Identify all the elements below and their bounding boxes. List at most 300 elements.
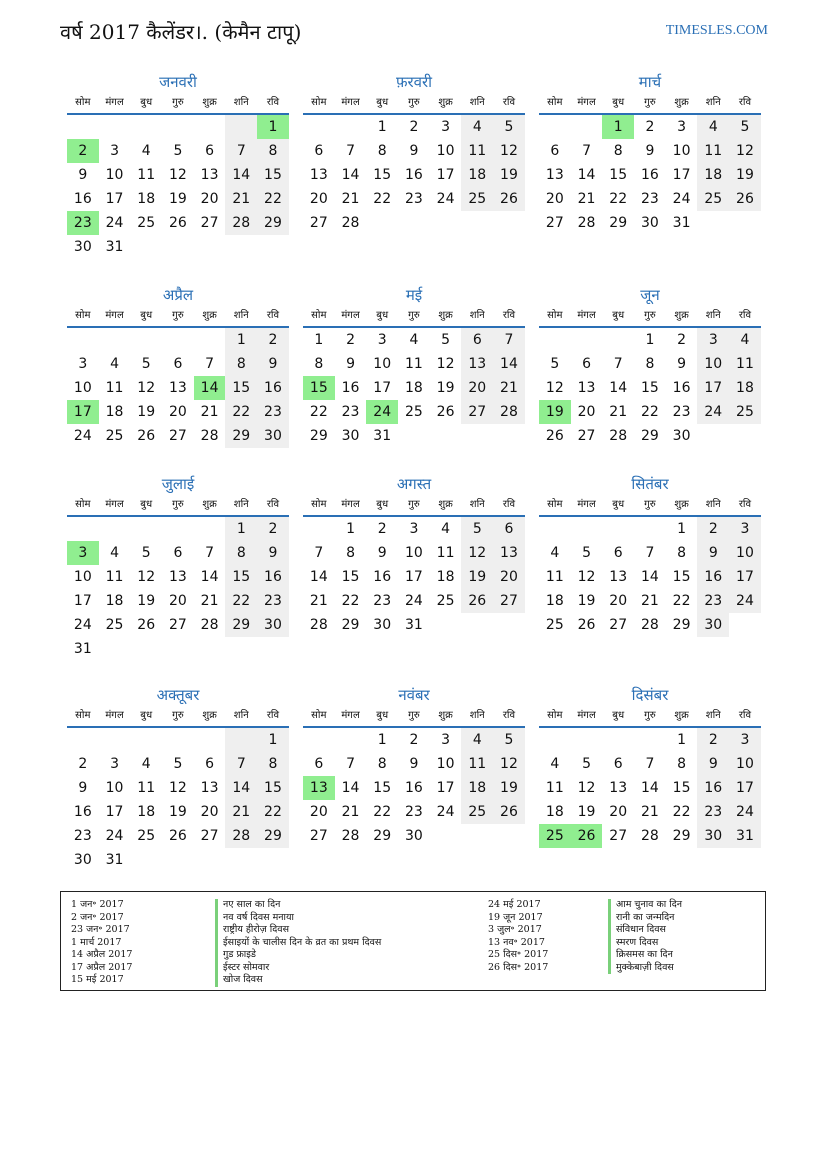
- day-cell[interactable]: 9: [697, 752, 729, 776]
- day-cell[interactable]: 1: [677, 521, 687, 537]
- day-cell[interactable]: 17: [729, 565, 761, 589]
- day-cell[interactable]: 26: [577, 617, 596, 633]
- day-cell[interactable]: 3: [78, 356, 88, 372]
- day-cell[interactable]: 29: [609, 215, 628, 231]
- day-cell[interactable]: 1: [377, 119, 387, 135]
- day-cell[interactable]: 21: [341, 191, 360, 207]
- day-cell[interactable]: 4: [110, 545, 119, 561]
- day-cell[interactable]: 10: [373, 356, 392, 372]
- day-cell[interactable]: 29: [257, 824, 289, 848]
- day-cell[interactable]: 2: [257, 328, 289, 352]
- day-cell[interactable]: 14: [200, 569, 219, 585]
- day-cell[interactable]: 15: [257, 776, 289, 800]
- day-cell[interactable]: 9: [645, 143, 655, 159]
- day-cell[interactable]: 2: [78, 756, 88, 772]
- day-cell[interactable]: 14: [194, 376, 226, 400]
- day-cell[interactable]: 19: [461, 565, 493, 589]
- day-cell[interactable]: 25: [729, 400, 761, 424]
- day-cell[interactable]: 11: [105, 380, 124, 396]
- day-cell[interactable]: 20: [609, 593, 628, 609]
- day-cell[interactable]: 22: [257, 800, 289, 824]
- day-cell[interactable]: 7: [346, 143, 355, 159]
- day-cell[interactable]: 12: [461, 541, 493, 565]
- day-cell[interactable]: 18: [137, 804, 156, 820]
- day-cell[interactable]: 31: [73, 641, 92, 657]
- day-cell[interactable]: 23: [67, 211, 99, 235]
- day-cell[interactable]: 13: [309, 167, 328, 183]
- day-cell[interactable]: 24: [105, 828, 124, 844]
- day-cell[interactable]: 18: [461, 163, 493, 187]
- day-cell[interactable]: 25: [137, 215, 156, 231]
- day-cell[interactable]: 28: [225, 211, 257, 235]
- day-cell[interactable]: 26: [729, 187, 761, 211]
- day-cell[interactable]: 19: [168, 191, 187, 207]
- day-cell[interactable]: 4: [441, 521, 451, 537]
- day-cell[interactable]: 2: [677, 332, 687, 348]
- day-cell[interactable]: 29: [257, 211, 289, 235]
- day-cell[interactable]: 28: [200, 428, 219, 444]
- day-cell[interactable]: 7: [582, 143, 591, 159]
- day-cell[interactable]: 6: [314, 143, 324, 159]
- day-cell[interactable]: 1: [314, 332, 324, 348]
- day-cell[interactable]: 11: [404, 356, 423, 372]
- day-cell[interactable]: 17: [67, 400, 99, 424]
- day-cell[interactable]: 31: [105, 239, 124, 255]
- day-cell[interactable]: 12: [577, 780, 596, 796]
- day-cell[interactable]: 16: [257, 565, 289, 589]
- day-cell[interactable]: 9: [257, 352, 289, 376]
- day-cell[interactable]: 11: [545, 569, 564, 585]
- day-cell[interactable]: 1: [257, 115, 289, 139]
- day-cell[interactable]: 2: [257, 517, 289, 541]
- day-cell[interactable]: 10: [105, 167, 124, 183]
- day-cell[interactable]: 30: [341, 428, 360, 444]
- day-cell[interactable]: 30: [697, 613, 729, 637]
- day-cell[interactable]: 16: [697, 776, 729, 800]
- day-cell[interactable]: 19: [729, 163, 761, 187]
- day-cell[interactable]: 14: [640, 780, 659, 796]
- day-cell[interactable]: 6: [550, 143, 560, 159]
- day-cell[interactable]: 17: [697, 376, 729, 400]
- day-cell[interactable]: 25: [105, 617, 124, 633]
- day-cell[interactable]: 18: [105, 404, 124, 420]
- day-cell[interactable]: 29: [672, 617, 691, 633]
- day-cell[interactable]: 5: [141, 356, 151, 372]
- day-cell[interactable]: 20: [493, 565, 525, 589]
- day-cell[interactable]: 8: [314, 356, 324, 372]
- day-cell[interactable]: 25: [137, 828, 156, 844]
- day-cell[interactable]: 26: [137, 617, 156, 633]
- day-cell[interactable]: 24: [697, 400, 729, 424]
- day-cell[interactable]: 8: [677, 756, 687, 772]
- day-cell[interactable]: 24: [436, 191, 455, 207]
- day-cell[interactable]: 3: [729, 728, 761, 752]
- site-link[interactable]: TIMESLES.COM: [665, 23, 768, 38]
- day-cell[interactable]: 20: [609, 804, 628, 820]
- day-cell[interactable]: 8: [225, 541, 257, 565]
- day-cell[interactable]: 2: [346, 332, 355, 348]
- day-cell[interactable]: 20: [309, 804, 328, 820]
- day-cell[interactable]: 11: [436, 545, 455, 561]
- day-cell[interactable]: 14: [577, 167, 596, 183]
- day-cell[interactable]: 4: [461, 115, 493, 139]
- day-cell[interactable]: 27: [168, 617, 187, 633]
- day-cell[interactable]: 22: [225, 589, 257, 613]
- day-cell[interactable]: 25: [404, 404, 423, 420]
- day-cell[interactable]: 21: [577, 191, 596, 207]
- day-cell[interactable]: 16: [672, 380, 691, 396]
- day-cell[interactable]: 28: [577, 215, 596, 231]
- day-cell[interactable]: 2: [377, 521, 387, 537]
- day-cell[interactable]: 15: [373, 167, 392, 183]
- day-cell[interactable]: 15: [225, 376, 257, 400]
- day-cell[interactable]: 18: [137, 191, 156, 207]
- day-cell[interactable]: 28: [640, 617, 659, 633]
- day-cell[interactable]: 18: [436, 569, 455, 585]
- day-cell[interactable]: 3: [677, 119, 687, 135]
- day-cell[interactable]: 9: [677, 356, 687, 372]
- day-cell[interactable]: 15: [373, 780, 392, 796]
- day-cell[interactable]: 24: [366, 400, 398, 424]
- day-cell[interactable]: 22: [373, 804, 392, 820]
- day-cell[interactable]: 21: [609, 404, 628, 420]
- day-cell[interactable]: 9: [257, 541, 289, 565]
- day-cell[interactable]: 16: [73, 191, 92, 207]
- day-cell[interactable]: 22: [373, 191, 392, 207]
- day-cell[interactable]: 28: [225, 824, 257, 848]
- day-cell[interactable]: 30: [697, 824, 729, 848]
- day-cell[interactable]: 13: [493, 541, 525, 565]
- day-cell[interactable]: 16: [697, 565, 729, 589]
- day-cell[interactable]: 30: [404, 828, 423, 844]
- day-cell[interactable]: 20: [461, 376, 493, 400]
- day-cell[interactable]: 12: [137, 569, 156, 585]
- day-cell[interactable]: 15: [672, 569, 691, 585]
- day-cell[interactable]: 8: [257, 752, 289, 776]
- day-cell[interactable]: 8: [613, 143, 623, 159]
- day-cell[interactable]: 16: [257, 376, 289, 400]
- day-cell[interactable]: 14: [309, 569, 328, 585]
- day-cell[interactable]: 21: [225, 800, 257, 824]
- day-cell[interactable]: 4: [697, 115, 729, 139]
- day-cell[interactable]: 23: [73, 828, 92, 844]
- day-cell[interactable]: 4: [550, 545, 560, 561]
- day-cell[interactable]: 11: [461, 752, 493, 776]
- day-cell[interactable]: 22: [341, 593, 360, 609]
- day-cell[interactable]: 25: [545, 617, 564, 633]
- day-cell[interactable]: 1: [677, 732, 687, 748]
- day-cell[interactable]: 7: [205, 545, 215, 561]
- day-cell[interactable]: 27: [609, 617, 628, 633]
- day-cell[interactable]: 1: [225, 328, 257, 352]
- day-cell[interactable]: 13: [461, 352, 493, 376]
- day-cell[interactable]: 4: [110, 356, 119, 372]
- day-cell[interactable]: 7: [225, 139, 257, 163]
- day-cell[interactable]: 9: [409, 756, 419, 772]
- day-cell[interactable]: 8: [377, 756, 387, 772]
- day-cell[interactable]: 11: [545, 780, 564, 796]
- day-cell[interactable]: 12: [168, 167, 187, 183]
- day-cell[interactable]: 1: [377, 732, 387, 748]
- day-cell[interactable]: 20: [577, 404, 596, 420]
- day-cell[interactable]: 27: [200, 828, 219, 844]
- day-cell[interactable]: 5: [550, 356, 560, 372]
- day-cell[interactable]: 4: [729, 328, 761, 352]
- day-cell[interactable]: 19: [493, 776, 525, 800]
- day-cell[interactable]: 24: [73, 428, 92, 444]
- day-cell[interactable]: 23: [341, 404, 360, 420]
- day-cell[interactable]: 15: [257, 163, 289, 187]
- day-cell[interactable]: 30: [373, 617, 392, 633]
- day-cell[interactable]: 2: [645, 119, 655, 135]
- day-cell[interactable]: 24: [672, 191, 691, 207]
- day-cell[interactable]: 5: [173, 756, 183, 772]
- day-cell[interactable]: 7: [314, 545, 324, 561]
- day-cell[interactable]: 26: [545, 428, 564, 444]
- day-cell[interactable]: 8: [377, 143, 387, 159]
- day-cell[interactable]: 10: [73, 380, 92, 396]
- day-cell[interactable]: 10: [73, 569, 92, 585]
- day-cell[interactable]: 5: [461, 517, 493, 541]
- day-cell[interactable]: 17: [436, 167, 455, 183]
- day-cell[interactable]: 27: [461, 400, 493, 424]
- day-cell[interactable]: 23: [373, 593, 392, 609]
- day-cell[interactable]: 11: [105, 569, 124, 585]
- day-cell[interactable]: 6: [314, 756, 324, 772]
- day-cell[interactable]: 30: [257, 424, 289, 448]
- day-cell[interactable]: 17: [404, 569, 423, 585]
- day-cell[interactable]: 26: [461, 589, 493, 613]
- day-cell[interactable]: 18: [729, 376, 761, 400]
- day-cell[interactable]: 26: [168, 828, 187, 844]
- day-cell[interactable]: 3: [110, 143, 119, 159]
- day-cell[interactable]: 5: [493, 728, 525, 752]
- day-cell[interactable]: 30: [672, 428, 691, 444]
- day-cell[interactable]: 29: [225, 613, 257, 637]
- day-cell[interactable]: 3: [110, 756, 119, 772]
- day-cell[interactable]: 8: [225, 352, 257, 376]
- day-cell[interactable]: 27: [545, 215, 564, 231]
- day-cell[interactable]: 26: [137, 428, 156, 444]
- day-cell[interactable]: 17: [105, 804, 124, 820]
- day-cell[interactable]: 29: [341, 617, 360, 633]
- day-cell[interactable]: 18: [545, 593, 564, 609]
- day-cell[interactable]: 10: [729, 541, 761, 565]
- day-cell[interactable]: 13: [168, 569, 187, 585]
- day-cell[interactable]: 18: [404, 380, 423, 396]
- day-cell[interactable]: 22: [672, 593, 691, 609]
- day-cell[interactable]: 13: [609, 569, 628, 585]
- day-cell[interactable]: 21: [200, 404, 219, 420]
- day-cell[interactable]: 6: [493, 517, 525, 541]
- day-cell[interactable]: 3: [697, 328, 729, 352]
- day-cell[interactable]: 17: [729, 776, 761, 800]
- day-cell[interactable]: 22: [672, 804, 691, 820]
- day-cell[interactable]: 28: [309, 617, 328, 633]
- day-cell[interactable]: 17: [436, 780, 455, 796]
- day-cell[interactable]: 27: [309, 828, 328, 844]
- day-cell[interactable]: 11: [137, 780, 156, 796]
- day-cell[interactable]: 16: [341, 380, 360, 396]
- day-cell[interactable]: 5: [729, 115, 761, 139]
- day-cell[interactable]: 4: [461, 728, 493, 752]
- day-cell[interactable]: 27: [168, 428, 187, 444]
- day-cell[interactable]: 15: [672, 780, 691, 796]
- day-cell[interactable]: 20: [168, 404, 187, 420]
- day-cell[interactable]: 25: [697, 187, 729, 211]
- day-cell[interactable]: 12: [168, 780, 187, 796]
- day-cell[interactable]: 22: [225, 400, 257, 424]
- day-cell[interactable]: 10: [672, 143, 691, 159]
- day-cell[interactable]: 27: [493, 589, 525, 613]
- day-cell[interactable]: 21: [493, 376, 525, 400]
- day-cell[interactable]: 5: [141, 545, 151, 561]
- day-cell[interactable]: 28: [493, 400, 525, 424]
- day-cell[interactable]: 17: [373, 380, 392, 396]
- day-cell[interactable]: 26: [571, 824, 603, 848]
- day-cell[interactable]: 16: [404, 167, 423, 183]
- day-cell[interactable]: 5: [493, 115, 525, 139]
- day-cell[interactable]: 22: [257, 187, 289, 211]
- day-cell[interactable]: 29: [373, 828, 392, 844]
- day-cell[interactable]: 28: [609, 428, 628, 444]
- day-cell[interactable]: 19: [577, 804, 596, 820]
- day-cell[interactable]: 9: [409, 143, 419, 159]
- day-cell[interactable]: 31: [729, 824, 761, 848]
- day-cell[interactable]: 23: [697, 800, 729, 824]
- day-cell[interactable]: 9: [346, 356, 355, 372]
- day-cell[interactable]: 24: [729, 800, 761, 824]
- day-cell[interactable]: 25: [436, 593, 455, 609]
- day-cell[interactable]: 15: [609, 167, 628, 183]
- day-cell[interactable]: 20: [545, 191, 564, 207]
- day-cell[interactable]: 8: [346, 545, 355, 561]
- day-cell[interactable]: 24: [73, 617, 92, 633]
- day-cell[interactable]: 17: [105, 191, 124, 207]
- day-cell[interactable]: 27: [309, 215, 328, 231]
- day-cell[interactable]: 13: [545, 167, 564, 183]
- day-cell[interactable]: 20: [200, 804, 219, 820]
- day-cell[interactable]: 2: [409, 119, 419, 135]
- day-cell[interactable]: 20: [309, 191, 328, 207]
- day-cell[interactable]: 2: [697, 728, 729, 752]
- day-cell[interactable]: 19: [436, 380, 455, 396]
- day-cell[interactable]: 20: [168, 593, 187, 609]
- day-cell[interactable]: 26: [168, 215, 187, 231]
- day-cell[interactable]: 23: [697, 589, 729, 613]
- day-cell[interactable]: 6: [205, 143, 215, 159]
- day-cell[interactable]: 12: [493, 139, 525, 163]
- day-cell[interactable]: 12: [577, 569, 596, 585]
- day-cell[interactable]: 29: [672, 828, 691, 844]
- day-cell[interactable]: 21: [309, 593, 328, 609]
- day-cell[interactable]: 6: [205, 756, 215, 772]
- day-cell[interactable]: 17: [672, 167, 691, 183]
- day-cell[interactable]: 22: [309, 404, 328, 420]
- day-cell[interactable]: 7: [225, 752, 257, 776]
- day-cell[interactable]: 21: [341, 804, 360, 820]
- day-cell[interactable]: 8: [645, 356, 655, 372]
- day-cell[interactable]: 3: [409, 521, 419, 537]
- day-cell[interactable]: 10: [729, 752, 761, 776]
- day-cell[interactable]: 5: [441, 332, 451, 348]
- day-cell[interactable]: 31: [404, 617, 423, 633]
- day-cell[interactable]: 21: [640, 804, 659, 820]
- day-cell[interactable]: 16: [73, 804, 92, 820]
- day-cell[interactable]: 4: [141, 143, 151, 159]
- day-cell[interactable]: 19: [493, 163, 525, 187]
- day-cell[interactable]: 10: [404, 545, 423, 561]
- day-cell[interactable]: 31: [373, 428, 392, 444]
- day-cell[interactable]: 15: [341, 569, 360, 585]
- day-cell[interactable]: 15: [225, 565, 257, 589]
- day-cell[interactable]: 15: [303, 376, 335, 400]
- day-cell[interactable]: 29: [640, 428, 659, 444]
- day-cell[interactable]: 2: [697, 517, 729, 541]
- day-cell[interactable]: 6: [461, 328, 493, 352]
- day-cell[interactable]: 24: [729, 589, 761, 613]
- day-cell[interactable]: 11: [137, 167, 156, 183]
- day-cell[interactable]: 4: [141, 756, 151, 772]
- day-cell[interactable]: 1: [645, 332, 655, 348]
- day-cell[interactable]: 9: [377, 545, 387, 561]
- day-cell[interactable]: 21: [640, 593, 659, 609]
- day-cell[interactable]: 29: [309, 428, 328, 444]
- day-cell[interactable]: 13: [303, 776, 335, 800]
- day-cell[interactable]: 13: [168, 380, 187, 396]
- day-cell[interactable]: 12: [493, 752, 525, 776]
- day-cell[interactable]: 23: [257, 589, 289, 613]
- day-cell[interactable]: 26: [493, 800, 525, 824]
- day-cell[interactable]: 28: [640, 828, 659, 844]
- day-cell[interactable]: 13: [200, 167, 219, 183]
- day-cell[interactable]: 24: [404, 593, 423, 609]
- day-cell[interactable]: 19: [137, 404, 156, 420]
- day-cell[interactable]: 18: [105, 593, 124, 609]
- day-cell[interactable]: 27: [609, 828, 628, 844]
- day-cell[interactable]: 12: [137, 380, 156, 396]
- day-cell[interactable]: 12: [545, 380, 564, 396]
- day-cell[interactable]: 7: [645, 756, 655, 772]
- day-cell[interactable]: 8: [257, 139, 289, 163]
- day-cell[interactable]: 16: [404, 780, 423, 796]
- day-cell[interactable]: 9: [697, 541, 729, 565]
- day-cell[interactable]: 23: [257, 400, 289, 424]
- day-cell[interactable]: 1: [225, 517, 257, 541]
- day-cell[interactable]: 15: [640, 380, 659, 396]
- day-cell[interactable]: 14: [341, 167, 360, 183]
- day-cell[interactable]: 25: [539, 824, 571, 848]
- day-cell[interactable]: 12: [729, 139, 761, 163]
- day-cell[interactable]: 27: [200, 215, 219, 231]
- day-cell[interactable]: 24: [436, 804, 455, 820]
- day-cell[interactable]: 9: [78, 167, 88, 183]
- day-cell[interactable]: 31: [105, 852, 124, 868]
- day-cell[interactable]: 5: [173, 143, 183, 159]
- day-cell[interactable]: 5: [582, 756, 591, 772]
- day-cell[interactable]: 18: [697, 163, 729, 187]
- day-cell[interactable]: 1: [602, 115, 634, 139]
- day-cell[interactable]: 25: [461, 187, 493, 211]
- day-cell[interactable]: 12: [436, 356, 455, 372]
- day-cell[interactable]: 31: [672, 215, 691, 231]
- day-cell[interactable]: 30: [73, 239, 92, 255]
- day-cell[interactable]: 23: [404, 191, 423, 207]
- day-cell[interactable]: 30: [73, 852, 92, 868]
- day-cell[interactable]: 3: [729, 517, 761, 541]
- day-cell[interactable]: 1: [346, 521, 355, 537]
- day-cell[interactable]: 29: [225, 424, 257, 448]
